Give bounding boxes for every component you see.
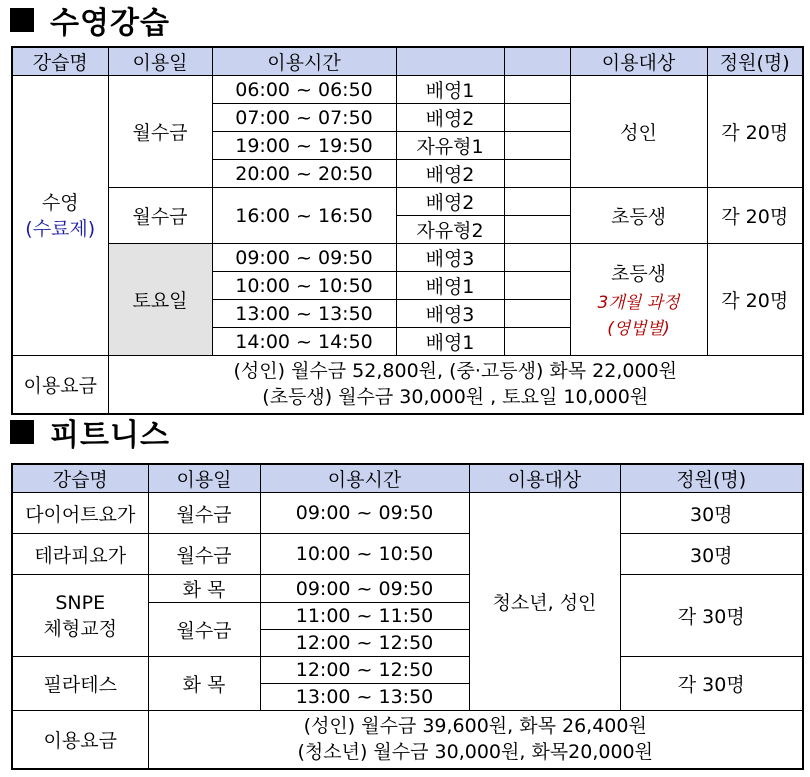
class-cell: 배영3	[396, 300, 504, 328]
capacity-cell: 각 20명	[707, 244, 803, 356]
header-day: 이용일	[148, 464, 260, 493]
fee-detail	[148, 711, 803, 769]
table-row	[12, 244, 803, 272]
header-time: 이용시간	[260, 464, 469, 493]
program-name: 수영	[41, 191, 79, 214]
time-cell: 19:00 ~ 19:50	[212, 132, 396, 160]
fee-label: 이용요금	[12, 711, 148, 769]
program-name-line-2: 체형교정	[43, 617, 117, 640]
empty-cell	[504, 104, 570, 132]
class-cell: 배영1	[396, 76, 504, 104]
empty-cell	[504, 300, 570, 328]
time-cell: 07:00 ~ 07:50	[212, 104, 396, 132]
capacity-cell: 각 30명	[620, 657, 803, 711]
fee-line-1: (성인) 월수금 39,600원, 화목 26,400원	[303, 715, 647, 738]
capacity-cell: 각 20명	[707, 188, 803, 244]
header-blank-2	[504, 47, 570, 76]
target-note-course: 3개월 과정	[597, 292, 680, 313]
fee-label: 이용요금	[12, 356, 108, 414]
fee-line-2: (초등생) 월수금 30,000원 , 토요일 10,000원	[262, 386, 649, 409]
header-target: 이용대상	[469, 464, 620, 493]
table-row	[12, 657, 803, 684]
capacity-cell: 각 20명	[707, 76, 803, 188]
fitness-table	[11, 463, 804, 770]
header-blank-1	[396, 47, 504, 76]
time-cell: 10:00 ~ 10:50	[260, 534, 469, 575]
fee-line-2: (청소년) 월수금 30,000원, 화목20,000원	[297, 741, 653, 764]
target-text: 초등생	[610, 262, 667, 285]
swim-fee-row	[12, 356, 803, 414]
time-cell: 09:00 ~ 09:50	[260, 575, 469, 603]
time-cell: 13:00 ~ 13:50	[212, 300, 396, 328]
fee-detail	[108, 356, 803, 414]
fitness-section-title	[10, 412, 170, 452]
target-cell: 청소년, 성인	[469, 493, 620, 711]
empty-cell	[504, 76, 570, 104]
empty-cell	[504, 328, 570, 356]
capacity-cell: 30명	[620, 534, 803, 575]
target-cell: 성인	[570, 76, 707, 188]
target-note-stroke: (영법별)	[607, 318, 670, 339]
day-cell-saturday: 토요일	[108, 244, 212, 356]
empty-cell	[504, 244, 570, 272]
table-row	[12, 76, 803, 104]
square-bullet-icon	[10, 420, 34, 444]
class-cell: 배영2	[396, 160, 504, 188]
time-cell: 06:00 ~ 06:50	[212, 76, 396, 104]
program-cell-snpe	[12, 575, 148, 657]
header-capacity: 정원(명)	[620, 464, 803, 493]
program-name-line-1: SNPE	[55, 591, 106, 614]
header-target: 이용대상	[570, 47, 707, 76]
fitness-fee-row	[12, 711, 803, 769]
fitness-header-row	[12, 464, 803, 493]
empty-cell	[504, 216, 570, 244]
capacity-cell: 각 30명	[620, 575, 803, 657]
empty-cell	[504, 132, 570, 160]
day-cell: 월수금	[108, 76, 212, 188]
header-day: 이용일	[108, 47, 212, 76]
table-row	[12, 493, 803, 534]
header-capacity: 정원(명)	[707, 47, 803, 76]
time-cell: 10:00 ~ 10:50	[212, 272, 396, 300]
empty-cell	[504, 160, 570, 188]
program-cell: 테라피요가	[12, 534, 148, 575]
class-cell: 배영1	[396, 272, 504, 300]
table-row	[12, 534, 803, 575]
day-cell: 월수금	[148, 534, 260, 575]
fitness-title-text: 피트니스	[50, 418, 170, 453]
class-cell: 배영2	[396, 104, 504, 132]
class-cell: 배영2	[396, 188, 504, 216]
day-cell: 화 목	[148, 575, 260, 603]
capacity-cell: 30명	[620, 493, 803, 534]
table-row	[12, 188, 803, 216]
class-cell: 배영3	[396, 244, 504, 272]
day-cell: 월수금	[148, 493, 260, 534]
program-note: (수료제)	[25, 217, 96, 240]
time-cell: 20:00 ~ 20:50	[212, 160, 396, 188]
header-time: 이용시간	[212, 47, 396, 76]
swim-program-cell	[12, 76, 108, 356]
time-cell: 09:00 ~ 09:50	[260, 493, 469, 534]
square-bullet-icon	[10, 8, 34, 32]
class-cell: 배영1	[396, 328, 504, 356]
swim-header-row	[12, 47, 803, 76]
time-cell: 09:00 ~ 09:50	[212, 244, 396, 272]
header-program: 강습명	[12, 464, 148, 493]
time-cell: 11:00 ~ 11:50	[260, 603, 469, 630]
header-program: 강습명	[12, 47, 108, 76]
target-cell: 초등생	[570, 188, 707, 244]
empty-cell	[504, 188, 570, 216]
day-cell: 화 목	[148, 657, 260, 711]
program-cell: 필라테스	[12, 657, 148, 711]
swim-table	[11, 46, 804, 415]
empty-cell	[504, 272, 570, 300]
swim-title-text: 수영강습	[50, 6, 170, 41]
time-cell: 16:00 ~ 16:50	[212, 188, 396, 244]
fee-line-1: (성인) 월수금 52,800원, (중·고등생) 화목 22,000원	[233, 360, 677, 383]
class-cell: 자유형2	[396, 216, 504, 244]
day-cell: 월수금	[108, 188, 212, 244]
time-cell: 12:00 ~ 12:50	[260, 630, 469, 657]
class-cell: 자유형1	[396, 132, 504, 160]
time-cell: 12:00 ~ 12:50	[260, 657, 469, 684]
swim-section-title	[10, 0, 170, 40]
time-cell: 14:00 ~ 14:50	[212, 328, 396, 356]
target-cell	[570, 244, 707, 356]
time-cell: 13:00 ~ 13:50	[260, 684, 469, 711]
program-cell: 다이어트요가	[12, 493, 148, 534]
table-row	[12, 575, 803, 603]
day-cell: 월수금	[148, 603, 260, 657]
